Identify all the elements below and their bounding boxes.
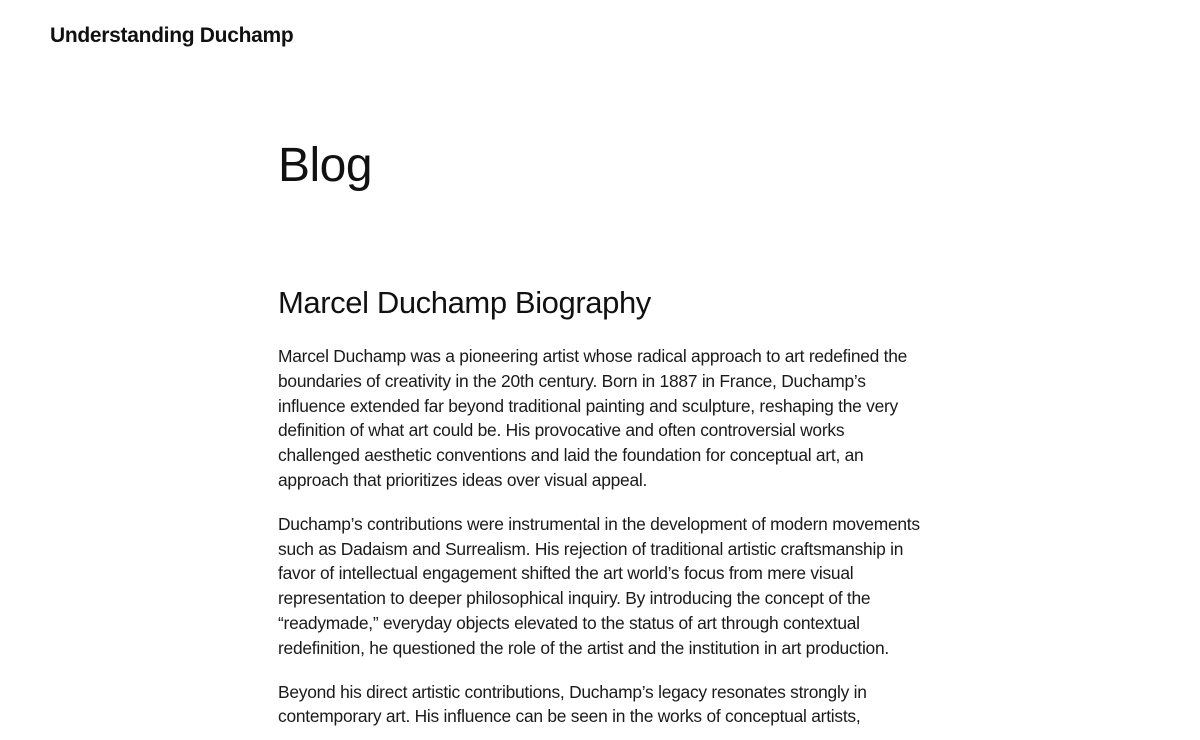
site-title-link[interactable]: Understanding Duchamp: [50, 24, 294, 47]
post-paragraph: Duchamp’s contributions were instrumental in the development of modern movements such as Dadaism and Surrealism. His rejection of traditional artistic craftsmanship in favor of intellectual engagement shifted the art world’s focus from mere visual representation to deeper philosophical inquiry. By introducing the concept of the “readymade,” everyday objects elevated to the status of art through contextual redefinition, he questioned the role of the artist and the institution in art production.: [278, 513, 920, 658]
blog-post: [278, 284, 923, 729]
page-title: Blog: [278, 139, 373, 192]
post-title[interactable]: Marcel Duchamp Biography: [278, 285, 651, 320]
post-body: [278, 344, 923, 729]
post-paragraph: Marcel Duchamp was a pioneering artist whose radical approach to art redefined the boundaries of creativity in the 20th century. Born in 1887 in France, Duchamp’s influence extended far beyond traditional painting and sculpture, reshaping the very definition of what art could be. His provocative and often controversial works challenged aesthetic conventions and laid the foundation for conceptual art, an approach that prioritizes ideas over visual appeal.: [278, 346, 908, 490]
post-paragraph: Beyond his direct artistic contributions, Duchamp’s legacy resonates strongly in contemporary art. His influence can be seen in the works of conceptual artists,: [278, 681, 867, 727]
site-header: [50, 22, 293, 50]
main-content: [278, 138, 923, 729]
